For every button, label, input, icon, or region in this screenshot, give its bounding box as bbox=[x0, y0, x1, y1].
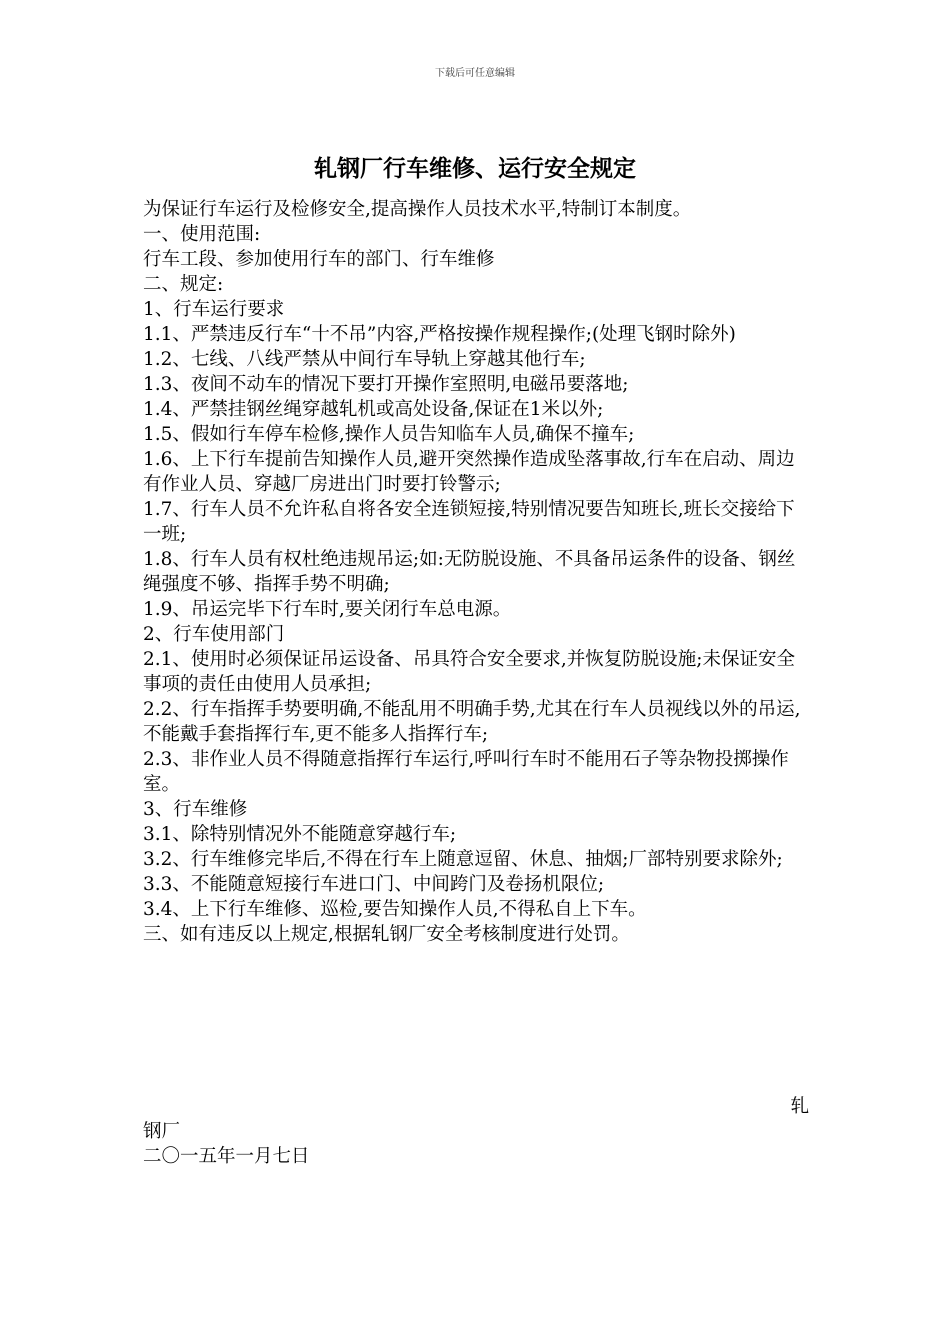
rule-item: 2.2、行车指挥手势要明确,不能乱用不明确手势,尤其在行车人员视线以外的吊运,不能戴手套指挥行车,更不能多人指挥行车; bbox=[143, 699, 801, 745]
rule-item: 1.2、七线、八线严禁从中间行车导轨上穿越其他行车; bbox=[143, 349, 586, 370]
subsection-heading-users: 2、行车使用部门 bbox=[143, 624, 285, 645]
rule-item: 1.6、上下行车提前告知操作人员,避开突然操作造成坠落事故,行车在启动、周边有作业人员、穿越厂房进出门时要打铃警示; bbox=[143, 449, 795, 495]
rule-item: 3.4、上下行车维修、巡检,要告知操作人员,不得私自上下车。 bbox=[143, 899, 647, 920]
rule-item: 1.1、严禁违反行车“十不吊”内容,严格按操作规程操作;(处理飞钢时除外) bbox=[143, 324, 736, 345]
paragraph-intro: 为保证行车运行及检修安全,提高操作人员技术水平,特制订本制度。 bbox=[143, 199, 692, 220]
signature-date: 二〇一五年一月七日 bbox=[143, 1146, 310, 1167]
subsection-heading-operation: 1、行车运行要求 bbox=[143, 299, 285, 320]
section-heading-scope: 一、使用范围: bbox=[143, 224, 261, 245]
paragraph-scope: 行车工段、参加使用行车的部门、行车维修 bbox=[143, 249, 495, 270]
rule-item: 3.3、不能随意短接行车进口门、中间跨门及卷扬机限位; bbox=[143, 874, 605, 895]
rule-item: 1.3、夜间不动车的情况下要打开操作室照明,电磁吊要落地; bbox=[143, 374, 629, 395]
rule-item: 1.8、行车人员有权杜绝违规吊运;如:无防脱设施、不具备吊运条件的设备、钢丝绳强度不够、指挥手势不明确; bbox=[143, 549, 796, 595]
rule-item: 1.7、行车人员不允许私自将各安全连锁短接,特别情况要告知班长,班长交接给下一班; bbox=[143, 499, 795, 545]
rule-item: 2.3、非作业人员不得随意指挥行车运行,呼叫行车时不能用石子等杂物投掷操作室。 bbox=[143, 749, 789, 795]
rule-item: 1.4、严禁挂钢丝绳穿越轧机或高处设备,保证在1米以外; bbox=[143, 399, 604, 420]
rule-item: 3.2、行车维修完毕后,不得在行车上随意逗留、休息、抽烟;厂部特别要求除外; bbox=[143, 849, 783, 870]
document-title: 轧钢厂行车维修、运行安全规定 bbox=[314, 155, 636, 182]
signature-block bbox=[143, 1094, 809, 1169]
signature-org-rest: 钢厂 bbox=[143, 1121, 181, 1142]
rule-item: 3.1、除特别情况外不能随意穿越行车; bbox=[143, 824, 457, 845]
rule-item: 1.5、假如行车停车检修,操作人员告知临车人员,确保不撞车; bbox=[143, 424, 635, 445]
document-body bbox=[143, 197, 809, 947]
subsection-heading-maintenance: 3、行车维修 bbox=[143, 799, 248, 820]
header-note: 下载后可任意编辑 bbox=[435, 68, 515, 79]
rule-item: 1.9、吊运完毕下行车时,要关闭行车总电源。 bbox=[143, 599, 512, 620]
rule-item: 2.1、使用时必须保证吊运设备、吊具符合安全要求,并恢复防脱设施;未保证安全事项的责任由使用人员承担; bbox=[143, 649, 796, 695]
signature-org-first: 轧 bbox=[790, 1096, 809, 1117]
section-heading-rules: 二、规定: bbox=[143, 274, 224, 295]
section-heading-penalty: 三、如有违反以上规定,根据轧钢厂安全考核制度进行处罚。 bbox=[143, 924, 630, 945]
